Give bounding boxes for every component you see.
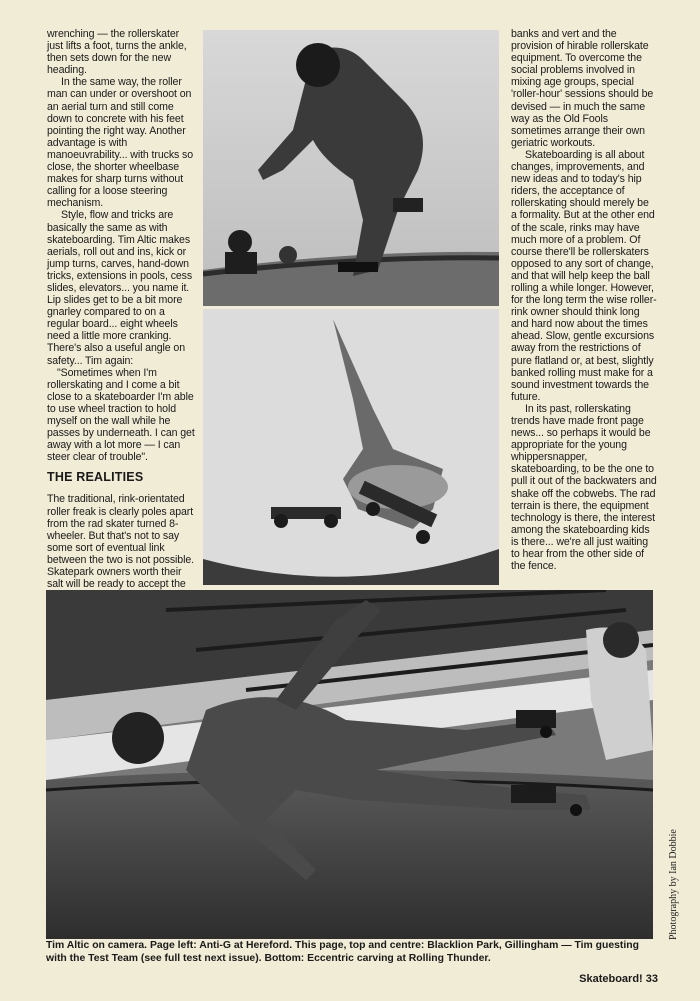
photo-credit xyxy=(655,640,679,940)
body-paragraph: banks and vert and the provision of hirable rollerskate equipment. To overcome the social problems involved in mixing age groups, special 'roller-hour' sessions should be devised — in much the same way as the Old Fools sometimes arrange their own geriatric workouts. xyxy=(511,28,654,149)
page-folio: Skateboard! 33 xyxy=(579,973,658,985)
photo-rollerskater-on-lip xyxy=(203,30,499,306)
body-paragraph: Style, flow and tricks are basically the same as with skateboarding. Tim Altic makes aerials, roll out and ins, kick or jump turns, carves, hand-down tricks, extensions in pools, cess slides, elevators... you name it. Lip slides get to be a bit more gnarley compared to on a regular board... eight wheels need a little more cranking. There's also a useful angle on safety... Tim again: xyxy=(47,209,193,367)
photo-skates-overhead xyxy=(203,309,499,585)
body-paragraph: wrenching — the rollerskater just lifts a foot, turns the ankle, then sets down for the new heading. xyxy=(47,28,187,77)
body-paragraph: In the same way, the roller man can under or overshoot on an aerial turn and still come down to concrete with his feet pointing the right way. Another advantage is with manoeuvrability... with trucks so close, the shorter wheelbase makes for sharp turns without calling for a loose steering mechanism. xyxy=(47,76,194,210)
left-text-column xyxy=(47,28,195,627)
photo-credit-text: Photography by Ian Dobbie xyxy=(668,829,679,940)
body-paragraph: Skateboarding is all about changes, improvements, and new ideas and to today's hip riders, the acceptance of rollerskating should merely be a formality. But at the other end of the scale, rinks may have much more of a problem. Of course there'll be rollerskaters opposed to any sort of change, and that will help keep the ball rolling a while longer. However, for the long term the wise roller-rink owner should think long and hard now about the times ahead. Slow, gentle excursions away from the restrictions of pure flatland or, at best, slightly banked rolling must make for a sound investment towards the future. xyxy=(511,148,657,403)
photo-carving-rolling-thunder xyxy=(46,590,653,939)
section-heading: THE REALITIES xyxy=(47,470,144,485)
body-paragraph: The traditional, rink-orientated roller freak is clearly poles apart from the rad skater turned 8-wheeler. But that's not to say some sort of eventual link between the two is not possible. Skatepark owners worth their salt will be ready to accept the xyxy=(47,493,194,591)
right-text-column xyxy=(511,28,657,572)
quote-paragraph: "Sometimes when I'm rollerskating and I come a bit close to a skateboarder I'm able to use wheel traction to hold myself on the wall while he passes by underneath. I can get away with a lot more — I can steer clear of trouble". xyxy=(47,366,195,464)
body-paragraph: In its past, rollerskating trends have made front page news... so perhaps it would be appropriate for the young whippersnapper, skateboarding, to be the one to pull it out of the backwaters and shake off the cobwebs. The rad terrain is there, the equipment technology is there, the interest among the skateboarding kids is there... we're all just waiting to hear from the other side of the fence. xyxy=(511,402,657,573)
photo-caption: Tim Altic on camera. Page left: Anti-G at Hereford. This page, top and centre: Blacklion Park, Gillingham — Tim guesting with the Test Team (see full test next issue). Bottom: Eccentric carving at Rolling Thunder. xyxy=(46,940,639,964)
